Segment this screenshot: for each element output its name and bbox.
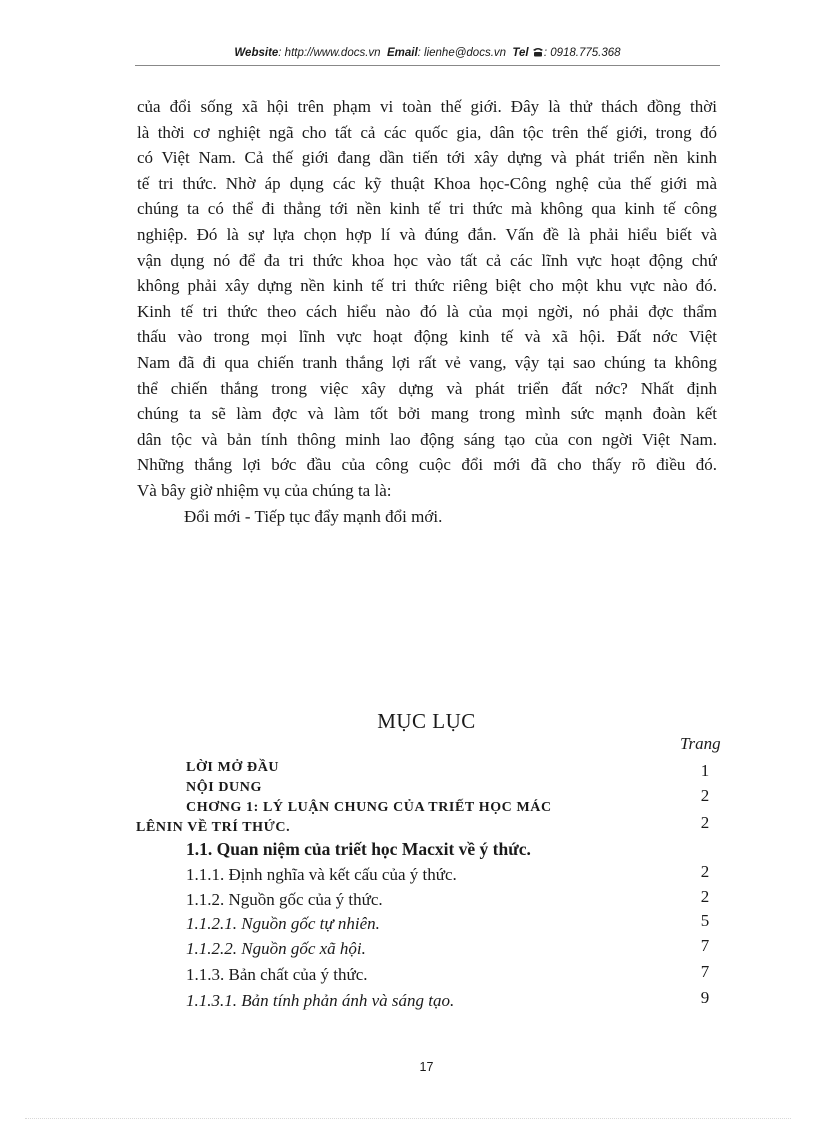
toc-page-label: Trang — [680, 734, 721, 753]
tel-label: Tel — [512, 47, 529, 59]
page-number: 17 — [419, 1060, 434, 1074]
body-line: có Việt Nam. Cả thế giới đang dần tiến tới xây dựng và phát triển nền kinh — [137, 148, 717, 168]
toc-entry-title: 1.1.2.1. Nguồn gốc tự nhiên. — [186, 914, 380, 933]
website-label: Website — [234, 47, 279, 59]
toc-entry-page: 9 — [700, 988, 710, 1007]
toc-entry-title: LÊNIN VỀ TRÍ THỨC. — [136, 820, 291, 835]
toc-entry[interactable] — [0, 936, 816, 963]
body-line: thể chiến thắng trong việc xây dựng và phát triển đất nớc? Nhất định — [137, 378, 717, 398]
body-paragraph — [137, 94, 717, 529]
tel-value: : 0918.775.368 — [543, 47, 621, 59]
toc-title: MỤC LỤC — [377, 709, 476, 733]
toc-entry-title: 1.1.2.2. Nguồn gốc xã hội. — [186, 939, 366, 958]
toc-entry-title: 1.1.3.1. Bản tính phản ánh và sáng tạo. — [186, 991, 455, 1010]
toc-entry-page: 2 — [700, 813, 710, 832]
toc-entry[interactable] — [0, 862, 816, 889]
toc-entry[interactable] — [0, 988, 816, 1015]
toc-entry[interactable] — [0, 911, 816, 938]
header-divider — [135, 65, 720, 66]
website-value: : http://www.docs.vn — [278, 47, 381, 59]
body-line: dân tộc và bản tính thông minh lao động sáng tạo của con ngời Việt Nam. — [137, 429, 717, 449]
toc-entry-title: CHƠNG 1: LÝ LUẬN CHUNG CỦA TRIẾT HỌC MÁC — [186, 800, 552, 815]
body-line: chúng ta có thể đi thẳng tới nền kinh tế tri thức mà không qua kinh tế công — [137, 199, 717, 219]
body-line: Kinh tế tri thức theo cách hiểu nào đó là của mọi ngời, nó phải đợc thẩm — [137, 301, 717, 321]
page-header — [135, 47, 720, 59]
toc-entry-page: 7 — [700, 936, 710, 955]
toc-entry-page: 7 — [700, 962, 710, 981]
body-line: Những thắng lợi bớc đầu của công cuộc đổi mới đã cho thấy rõ điều đó. — [137, 455, 717, 475]
email-value: : lienhe@docs.vn — [417, 47, 507, 59]
toc-entry-page: 2 — [700, 862, 710, 881]
body-line: là thời cơ nghiệt ngã cho tất cả các quốc gia, dân tộc trên thế giới, trong đó — [137, 122, 717, 142]
body-line: nghiệp. Đó là sự lựa chọn hợp lí và đúng đắn. Vấn đề là phải hiểu biết và — [137, 224, 717, 244]
toc-entry-page: 5 — [700, 911, 710, 930]
body-line: vận dụng nó để đa tri thức khoa học vào tất cả các lĩnh vực hoạt động chứ — [137, 250, 717, 270]
body-line: không phải xây dựng nền kinh tế tri thức riêng biệt cho một khu vực nào đó. — [137, 276, 717, 296]
body-line: Nam đã đi qua chiến tranh thắng lợi rất vẻ vang, vậy tại sao chúng ta không — [137, 352, 717, 372]
toc-entry[interactable] — [0, 962, 816, 989]
toc-entry-title: LỜI MỞ ĐẦU — [186, 760, 280, 775]
body-line: thấu vào trong mọi lĩnh vực hoạt động kinh tế và xã hội. Đất nớc Việt — [137, 327, 717, 347]
toc-entry-title: NỘI DUNG — [186, 780, 262, 795]
body-line: Đổi mới - Tiếp tục đẩy mạnh đổi mới. — [184, 506, 443, 526]
phone-icon — [532, 47, 544, 57]
toc-entry[interactable] — [0, 839, 816, 863]
body-line: của đổi sống xã hội trên phạm vi toàn thế giới. Đây là thử thách đồng thời — [137, 97, 717, 116]
body-line: Và bây giờ nhiệm vụ của chúng ta là: — [137, 480, 392, 500]
toc-entry-page: 1 — [700, 761, 710, 780]
email-label: Email — [386, 47, 418, 59]
body-line: tế tri thức. Nhờ áp dụng các kỹ thuật Khoa học-Công nghệ của thế giới mà — [137, 173, 717, 193]
toc-entry-title: 1.1. Quan niệm của triết học Macxit về ý thức. — [186, 839, 531, 859]
toc-entry-title: 1.1.1. Định nghĩa và kết cấu của ý thức. — [186, 865, 457, 884]
body-line: chúng ta sẽ làm đợc và làm tốt bởi mang trong mình sức mạnh đoàn kết — [137, 404, 717, 424]
toc-entry-page: 2 — [700, 887, 710, 906]
toc-entry-title: 1.1.3. Bản chất của ý thức. — [186, 965, 368, 984]
page-bottom-border — [25, 1118, 791, 1119]
toc-entry-page: 2 — [700, 786, 710, 805]
toc-entry-title: 1.1.2. Nguồn gốc của ý thức. — [186, 890, 383, 909]
